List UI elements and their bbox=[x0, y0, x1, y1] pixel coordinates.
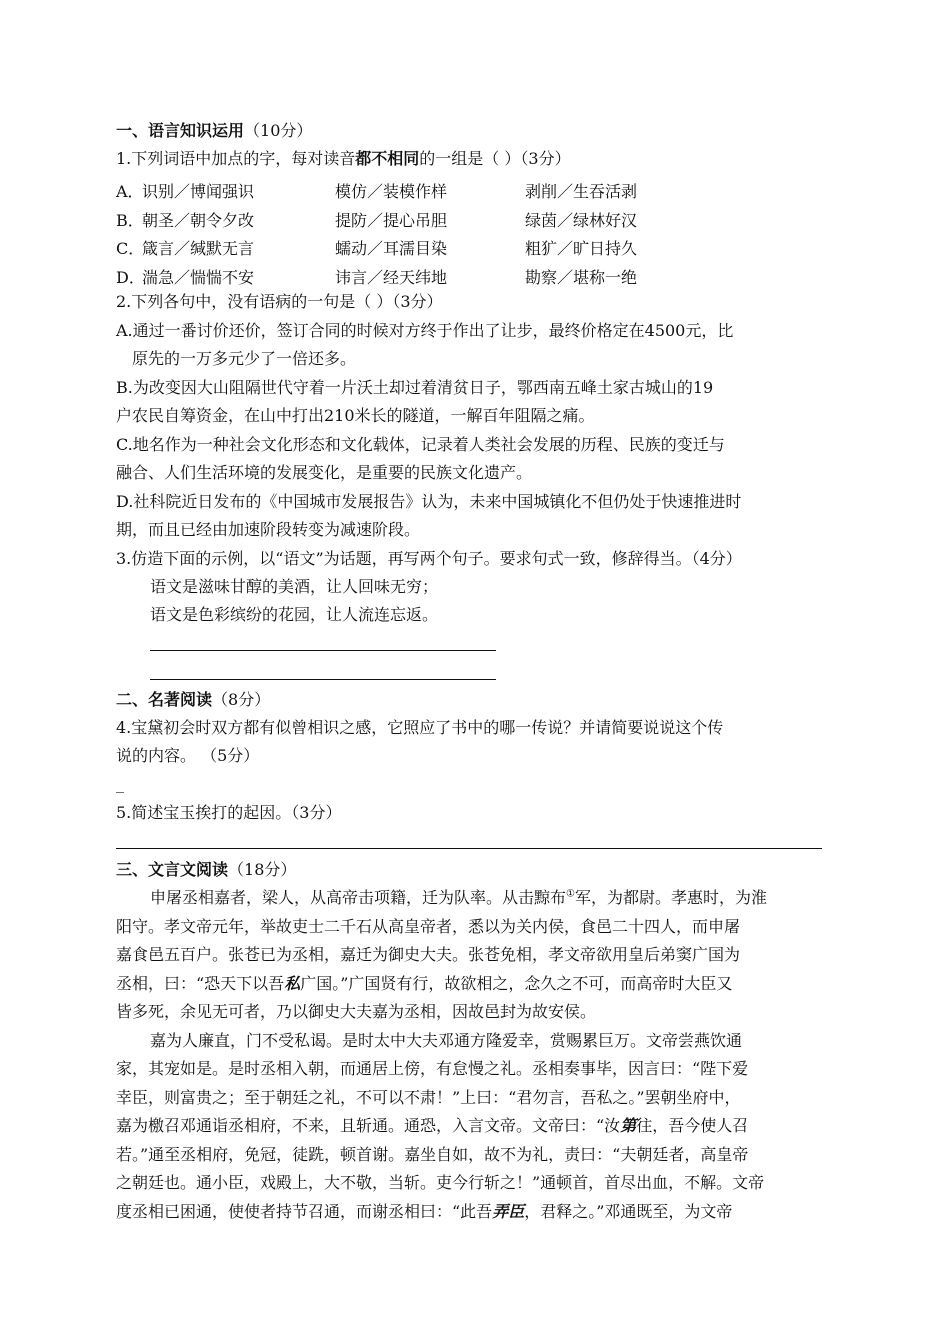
passage-text: 度丞相已困通，使使者持节召通，而谢丞相曰：“此吾 bbox=[116, 1202, 493, 1221]
q1-option-col1: 识别／博闻强识 bbox=[142, 182, 255, 201]
q2-option-d-line2: 期，而且已经由加速阶段转变为减速阶段。 bbox=[116, 520, 421, 539]
passage-p1-line2: 阳守。孝文帝元年，举故吏士二千石从高皇帝者，悉以为关内侯，食邑二十四人，而申屠 bbox=[116, 917, 741, 936]
q1-option-label: D． bbox=[116, 268, 145, 287]
q1-option-col2: 讳言／经天纬地 bbox=[335, 268, 448, 287]
q1-stem-pre: 1.下列词语中加点的字，每对读音 bbox=[116, 149, 356, 168]
q1-option-col1: 朝圣／朝令夕改 bbox=[142, 211, 255, 230]
q1-option-col3: 粗犷／旷日持久 bbox=[525, 239, 638, 258]
passage-text: 往，吾今使人召 bbox=[636, 1116, 749, 1135]
q4-answer-mark[interactable]: _ bbox=[116, 774, 124, 793]
passage-text: 申屠丞相嘉者，梁人，从高帝击项籍，迁为队率。从击黥布 bbox=[150, 888, 567, 907]
q1-stem-bold: 都不相同 bbox=[355, 149, 420, 168]
highlighted-word: 第 bbox=[620, 1116, 637, 1135]
q1-option-col3: 绿茵／绿林好汉 bbox=[525, 211, 638, 230]
q2-option-b-line1: B.为改变因大山阻隔世代守着一片沃土却过着清贫日子，鄂西南五峰土家古城山的19 bbox=[116, 378, 714, 397]
section2-title: 二、名著阅读 bbox=[116, 690, 213, 709]
passage-text: ，君释之。”邓通既至，为文帝 bbox=[524, 1202, 733, 1221]
section2-heading bbox=[116, 692, 270, 708]
passage-p2-line6: 之朝廷也。通小臣，戏殿上，大不敬，当斩。吏今行斩之！”通顿首，首尽出血，不解。文帝 bbox=[116, 1173, 765, 1192]
passage-p2-line1: 嘉为人廉直，门不受私谒。是时太中大夫邓通方隆爱幸，赏赐累巨万。文帝尝燕饮通 bbox=[150, 1031, 743, 1050]
q2-option-a-line1: A.通过一番讨价还价，签订合同的时候对方终于作出了让步，最终价格定在4500元，比 bbox=[116, 321, 734, 340]
passage-p1-line3: 嘉食邑五百户。张苍已为丞相，嘉迁为御史大夫。张苍免相，孝文帝欲用皇后弟窦广国为 bbox=[116, 945, 741, 964]
q2-stem: 2.下列各句中，没有语病的一句是（ ）（3分） bbox=[116, 292, 443, 311]
section1-title: 一、语言知识运用 bbox=[116, 121, 245, 140]
q1-option-col1: 湍急／惴惴不安 bbox=[142, 268, 255, 287]
passage-text: 丞相，曰：“恐天下以吾 bbox=[116, 974, 285, 993]
passage-text: 嘉为檄召邓通诣丞相府，不来，且斩通。通恐，入言文帝。文帝曰：“汝 bbox=[116, 1116, 621, 1135]
q1-option-col2: 提防／提心吊胆 bbox=[335, 211, 448, 230]
q3-stem: 3.仿造下面的示例，以“语文”为话题，再写两个句子。要求句式一致，修辞得当。（4分） bbox=[116, 549, 742, 568]
q3-example-2: 语文是色彩缤纷的花园，让人流连忘返。 bbox=[150, 605, 439, 624]
passage-text: 广国。”广国贤有行，故欲相之，念久之不可，而高帝时大臣又 bbox=[300, 974, 733, 993]
q2-option-c-line2: 融合、人们生活环境的发展变化，是重要的民族文化遗产。 bbox=[116, 463, 533, 482]
passage-p2-line5: 若。”通至丞相府，免冠，徒跣，顿首谢。嘉坐自如，故不为礼，责曰：“夫朝廷者，高皇帝 bbox=[116, 1145, 749, 1164]
q2-option-a-line2: 原先的一万多元少了一倍还多。 bbox=[132, 349, 357, 368]
q1-stem bbox=[116, 151, 571, 167]
passage-p2-line7 bbox=[116, 1204, 732, 1220]
section3-score: （18分） bbox=[228, 860, 297, 879]
q5-stem: 5.简述宝玉挨打的起因。（3分） bbox=[116, 803, 342, 822]
section3-title: 三、文言文阅读 bbox=[116, 860, 229, 879]
q1-stem-post: 的一组是（ ）（3分） bbox=[419, 149, 571, 168]
q1-option-col1: 箴言／缄默无言 bbox=[142, 239, 255, 258]
q2-option-b-line2: 户农民自筹资金，在山中打出210米长的隧道，一解百年阻隔之痛。 bbox=[116, 406, 595, 425]
q1-option-label: A． bbox=[116, 182, 144, 201]
section1-heading bbox=[116, 123, 312, 139]
highlighted-word: 弄臣 bbox=[492, 1202, 525, 1221]
section3-heading bbox=[116, 862, 296, 878]
passage-p1-line4 bbox=[116, 976, 732, 992]
q1-option-col3: 剥削／生吞活剥 bbox=[525, 182, 638, 201]
q4-line2: 说的内容。 （5分） bbox=[116, 746, 260, 765]
q4-line1: 4.宝黛初会时双方都有似曾相识之感，它照应了书中的哪一传说？并请简要说说这个传 bbox=[116, 718, 724, 737]
q2-option-c-line1: C.地名作为一种社会文化形态和文化载体，记录着人类社会发展的历程、民族的变迁与 bbox=[116, 435, 725, 454]
passage-p2-line3: 幸臣，则富贵之；至于朝廷之礼，不可以不肃！”上曰：“君勿言，吾私之。”罢朝坐府中， bbox=[116, 1088, 741, 1107]
passage-text: 军，为都尉。孝惠时，为淮 bbox=[574, 888, 767, 907]
passage-p1-line5: 皆多死，余见无可者，乃以御史大夫嘉为丞相，因故邑封为故安侯。 bbox=[116, 1002, 597, 1021]
passage-p2-line2: 家，其宠如是。是时丞相入朝，而通居上傍，有怠慢之礼。丞相奏事毕，因言曰：“陛下爱 bbox=[116, 1059, 749, 1078]
q1-option-col2: 蠕动／耳濡目染 bbox=[335, 239, 448, 258]
footnote-marker: ① bbox=[566, 888, 575, 900]
q3-answer-line-2[interactable] bbox=[150, 679, 496, 680]
section1-score: （10分） bbox=[244, 121, 313, 140]
q1-option-label: B． bbox=[116, 211, 144, 230]
q2-option-d-line1: D.社科院近日发布的《中国城市发展报告》认为，未来中国城镇化不但仍处于快速推进时 bbox=[116, 492, 742, 511]
q3-example-1: 语文是滋味甘醇的美酒，让人回味无穷； bbox=[150, 577, 439, 596]
section2-score: （8分） bbox=[212, 690, 271, 709]
q1-option-col3: 勘察／堪称一绝 bbox=[525, 268, 638, 287]
passage-p2-line4 bbox=[116, 1118, 748, 1134]
q1-option-col2: 模仿／装模作样 bbox=[335, 182, 448, 201]
q5-answer-line[interactable] bbox=[116, 848, 822, 849]
highlighted-word: 私 bbox=[284, 974, 301, 993]
passage-p1-line1 bbox=[150, 890, 767, 906]
q3-answer-line-1[interactable] bbox=[150, 650, 496, 651]
q1-option-label: C． bbox=[116, 239, 145, 258]
